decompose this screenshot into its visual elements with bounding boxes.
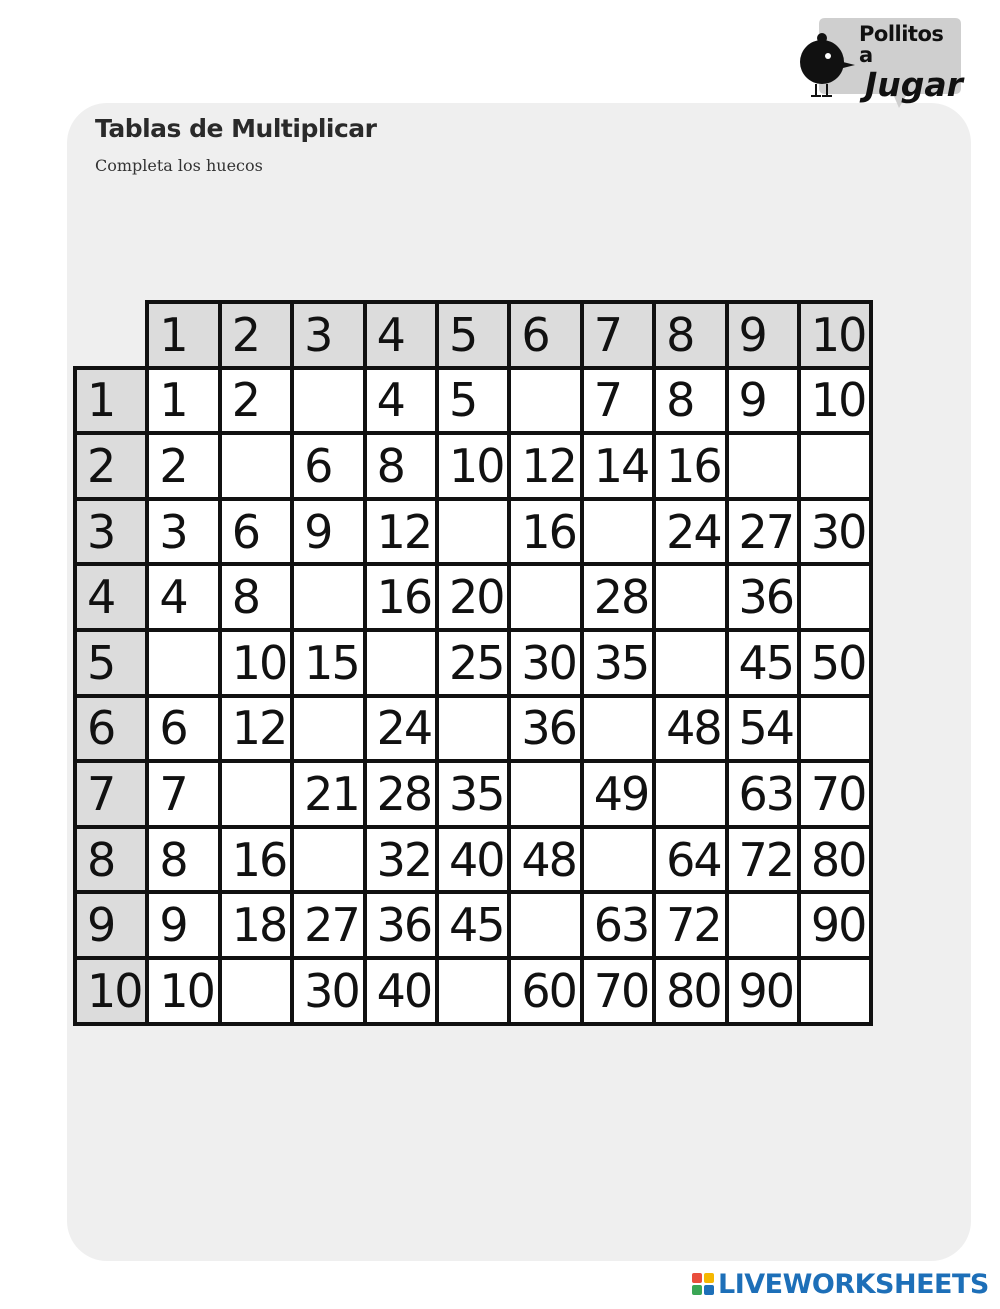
logo-line-1: Pollitos a bbox=[859, 22, 944, 67]
cell-value: 8 bbox=[376, 438, 404, 493]
product-cell bbox=[147, 958, 219, 1024]
column-header-8 bbox=[654, 302, 726, 368]
product-cell bbox=[292, 761, 364, 827]
cell-value: 10 bbox=[810, 373, 866, 428]
product-cell bbox=[727, 630, 799, 696]
column-header-7 bbox=[582, 302, 654, 368]
cell-value[interactable] bbox=[294, 701, 362, 755]
cell-value: 4 bbox=[159, 570, 187, 625]
product-cell bbox=[582, 630, 654, 696]
cell-value: 9 bbox=[738, 373, 766, 428]
cell-value: 36 bbox=[521, 701, 576, 756]
cell-value[interactable] bbox=[222, 439, 290, 493]
product-cell bbox=[437, 892, 509, 958]
column-header-1 bbox=[147, 302, 219, 368]
table-row bbox=[75, 761, 871, 827]
product-cell bbox=[727, 761, 799, 827]
blank-answer-cell[interactable] bbox=[654, 564, 726, 630]
product-cell bbox=[437, 433, 509, 499]
column-header-label: 7 bbox=[593, 307, 622, 362]
product-cell bbox=[365, 827, 437, 893]
column-header-label: 3 bbox=[304, 307, 332, 362]
product-cell bbox=[292, 433, 364, 499]
worksheet-title: Tablas de Multiplicar bbox=[95, 114, 377, 143]
row-header-10 bbox=[75, 958, 147, 1024]
blank-answer-cell[interactable] bbox=[727, 433, 799, 499]
cell-value: 48 bbox=[521, 832, 576, 887]
product-cell bbox=[147, 564, 219, 630]
cell-value: 18 bbox=[231, 898, 287, 953]
cell-value: 24 bbox=[376, 701, 432, 756]
cell-value: 16 bbox=[376, 570, 432, 625]
product-cell bbox=[437, 630, 509, 696]
blank-answer-cell[interactable] bbox=[220, 433, 292, 499]
cell-value: 6 bbox=[159, 701, 187, 756]
table-corner bbox=[75, 302, 147, 368]
column-header-label: 10 bbox=[810, 307, 866, 362]
cell-value: 40 bbox=[376, 963, 432, 1018]
cell-value: 15 bbox=[304, 635, 359, 690]
cell-value: 12 bbox=[376, 504, 432, 559]
cell-value[interactable] bbox=[222, 964, 290, 1018]
product-cell bbox=[509, 696, 581, 762]
row-header-4 bbox=[75, 564, 147, 630]
product-cell bbox=[799, 827, 871, 893]
pollitos-logo bbox=[795, 14, 965, 112]
cell-value: 35 bbox=[448, 766, 504, 821]
product-cell bbox=[509, 630, 581, 696]
cell-value: 32 bbox=[376, 832, 432, 887]
column-header-label: 1 bbox=[159, 307, 187, 362]
cell-value: 36 bbox=[376, 898, 432, 953]
row-header-6 bbox=[75, 696, 147, 762]
cell-value[interactable] bbox=[656, 636, 724, 690]
blank-answer-cell[interactable] bbox=[220, 958, 292, 1024]
table-row bbox=[75, 433, 871, 499]
product-cell bbox=[365, 564, 437, 630]
product-cell bbox=[220, 564, 292, 630]
product-cell bbox=[727, 499, 799, 565]
row-header-label: 3 bbox=[87, 504, 115, 559]
cell-value: 14 bbox=[593, 438, 649, 493]
cell-value: 30 bbox=[810, 504, 866, 559]
product-cell bbox=[582, 564, 654, 630]
cell-value: 21 bbox=[304, 766, 359, 821]
product-cell bbox=[799, 499, 871, 565]
row-header-5 bbox=[75, 630, 147, 696]
product-cell bbox=[654, 368, 726, 434]
liveworksheets-logo-icon bbox=[692, 1273, 714, 1295]
column-header-label: 4 bbox=[376, 307, 404, 362]
cell-value[interactable] bbox=[801, 964, 869, 1018]
blank-answer-cell[interactable] bbox=[799, 696, 871, 762]
cell-value: 36 bbox=[738, 570, 794, 625]
cell-value[interactable] bbox=[439, 701, 507, 755]
product-cell bbox=[147, 433, 219, 499]
cell-value[interactable] bbox=[367, 636, 435, 690]
cell-value: 10 bbox=[231, 635, 287, 690]
blank-answer-cell[interactable] bbox=[437, 696, 509, 762]
cell-value[interactable] bbox=[511, 373, 579, 427]
cell-value: 12 bbox=[231, 701, 287, 756]
column-header-label: 5 bbox=[448, 307, 477, 362]
cell-value[interactable] bbox=[729, 439, 797, 493]
blank-answer-cell[interactable] bbox=[147, 630, 219, 696]
column-header-4 bbox=[365, 302, 437, 368]
cell-value[interactable] bbox=[801, 570, 869, 624]
cell-value: 8 bbox=[666, 373, 694, 428]
blank-answer-cell[interactable] bbox=[292, 696, 364, 762]
column-header-label: 8 bbox=[666, 307, 694, 362]
row-header-label: 5 bbox=[87, 635, 115, 690]
product-cell bbox=[220, 827, 292, 893]
table-row bbox=[75, 630, 871, 696]
multiplication-table bbox=[73, 300, 873, 1026]
table-row bbox=[75, 564, 871, 630]
worksheet-subtitle: Completa los huecos bbox=[95, 156, 263, 175]
product-cell bbox=[582, 892, 654, 958]
product-cell bbox=[727, 564, 799, 630]
cell-value[interactable] bbox=[511, 898, 579, 952]
product-cell bbox=[365, 433, 437, 499]
column-header-label: 9 bbox=[738, 307, 766, 362]
product-cell bbox=[654, 892, 726, 958]
cell-value[interactable] bbox=[801, 439, 869, 493]
cell-value: 25 bbox=[448, 635, 504, 690]
blank-answer-cell[interactable] bbox=[582, 827, 654, 893]
cell-value[interactable] bbox=[511, 767, 579, 821]
cell-value: 90 bbox=[738, 963, 794, 1018]
cell-value: 10 bbox=[159, 963, 214, 1018]
product-cell bbox=[220, 696, 292, 762]
row-header-label: 10 bbox=[87, 963, 142, 1018]
blank-answer-cell[interactable] bbox=[799, 564, 871, 630]
cell-value: 70 bbox=[810, 766, 866, 821]
product-cell bbox=[582, 761, 654, 827]
cell-value[interactable] bbox=[656, 767, 724, 821]
product-cell bbox=[220, 368, 292, 434]
product-cell bbox=[365, 892, 437, 958]
cell-value: 7 bbox=[593, 373, 622, 428]
cell-value: 45 bbox=[738, 635, 794, 690]
blank-answer-cell[interactable] bbox=[799, 958, 871, 1024]
cell-value: 28 bbox=[593, 570, 649, 625]
cell-value[interactable] bbox=[656, 570, 724, 624]
cell-value: 28 bbox=[376, 766, 432, 821]
cell-value: 50 bbox=[810, 635, 866, 690]
cell-value: 72 bbox=[666, 898, 721, 953]
product-cell bbox=[727, 368, 799, 434]
cell-value: 40 bbox=[448, 832, 504, 887]
column-header-label: 6 bbox=[521, 307, 549, 362]
product-cell bbox=[509, 958, 581, 1024]
cell-value: 54 bbox=[738, 701, 794, 756]
product-cell bbox=[654, 499, 726, 565]
product-cell bbox=[365, 368, 437, 434]
cell-value[interactable] bbox=[294, 373, 362, 427]
product-cell bbox=[654, 433, 726, 499]
cell-value[interactable] bbox=[439, 964, 507, 1018]
cell-value[interactable] bbox=[511, 570, 579, 624]
row-header-8 bbox=[75, 827, 147, 893]
row-header-label: 1 bbox=[87, 373, 115, 428]
product-cell bbox=[582, 958, 654, 1024]
product-cell bbox=[437, 827, 509, 893]
product-cell bbox=[654, 827, 726, 893]
cell-value: 35 bbox=[593, 635, 649, 690]
product-cell bbox=[654, 696, 726, 762]
product-cell bbox=[220, 499, 292, 565]
cell-value: 9 bbox=[159, 898, 187, 953]
cell-value[interactable] bbox=[439, 505, 507, 559]
column-header-3 bbox=[292, 302, 364, 368]
product-cell bbox=[437, 564, 509, 630]
column-header-row bbox=[75, 302, 871, 368]
product-cell bbox=[799, 761, 871, 827]
cell-value: 72 bbox=[738, 832, 794, 887]
blank-answer-cell[interactable] bbox=[292, 368, 364, 434]
cell-value: 20 bbox=[448, 570, 504, 625]
product-cell bbox=[292, 892, 364, 958]
cell-value: 1 bbox=[159, 373, 187, 428]
product-cell bbox=[582, 433, 654, 499]
row-header-2 bbox=[75, 433, 147, 499]
product-cell bbox=[220, 630, 292, 696]
product-cell bbox=[292, 499, 364, 565]
cell-value: 30 bbox=[304, 963, 359, 1018]
product-cell bbox=[727, 827, 799, 893]
cell-value: 5 bbox=[448, 373, 477, 428]
cell-value: 2 bbox=[159, 438, 187, 493]
cell-value: 3 bbox=[159, 504, 187, 559]
cell-value: 10 bbox=[448, 438, 504, 493]
cell-value[interactable] bbox=[149, 636, 217, 690]
row-header-label: 7 bbox=[87, 766, 115, 821]
cell-value: 80 bbox=[666, 963, 721, 1018]
product-cell bbox=[147, 368, 219, 434]
cell-value[interactable] bbox=[584, 701, 652, 755]
product-cell bbox=[292, 958, 364, 1024]
cell-value: 16 bbox=[521, 504, 576, 559]
product-cell bbox=[147, 761, 219, 827]
blank-answer-cell[interactable] bbox=[509, 761, 581, 827]
product-cell bbox=[147, 696, 219, 762]
row-header-7 bbox=[75, 761, 147, 827]
cell-value[interactable] bbox=[729, 898, 797, 952]
table-row bbox=[75, 827, 871, 893]
product-cell bbox=[509, 499, 581, 565]
cell-value: 4 bbox=[376, 373, 404, 428]
row-header-label: 8 bbox=[87, 832, 115, 887]
cell-value[interactable] bbox=[294, 570, 362, 624]
cell-value: 27 bbox=[738, 504, 794, 559]
table-row bbox=[75, 696, 871, 762]
table-row bbox=[75, 499, 871, 565]
cell-value: 6 bbox=[304, 438, 332, 493]
cell-value: 7 bbox=[159, 766, 187, 821]
blank-answer-cell[interactable] bbox=[292, 564, 364, 630]
row-header-3 bbox=[75, 499, 147, 565]
blank-answer-cell[interactable] bbox=[292, 827, 364, 893]
product-cell bbox=[727, 958, 799, 1024]
cell-value: 16 bbox=[666, 438, 721, 493]
cell-value: 49 bbox=[593, 766, 649, 821]
cell-value[interactable] bbox=[222, 767, 290, 821]
cell-value: 70 bbox=[593, 963, 649, 1018]
cell-value: 48 bbox=[666, 701, 721, 756]
product-cell bbox=[799, 630, 871, 696]
cell-value: 2 bbox=[231, 373, 260, 428]
cell-value: 9 bbox=[304, 504, 332, 559]
product-cell bbox=[799, 892, 871, 958]
table-row bbox=[75, 892, 871, 958]
blank-answer-cell[interactable] bbox=[509, 892, 581, 958]
blank-answer-cell[interactable] bbox=[582, 696, 654, 762]
row-header-label: 2 bbox=[87, 438, 115, 493]
column-header-10 bbox=[799, 302, 871, 368]
column-header-label: 2 bbox=[231, 307, 260, 362]
cell-value: 80 bbox=[810, 832, 866, 887]
table-row bbox=[75, 368, 871, 434]
blank-answer-cell[interactable] bbox=[727, 892, 799, 958]
product-cell bbox=[365, 696, 437, 762]
cell-value: 64 bbox=[666, 832, 721, 887]
table-row bbox=[75, 958, 871, 1024]
product-cell bbox=[147, 827, 219, 893]
cell-value[interactable] bbox=[294, 833, 362, 887]
column-header-2 bbox=[220, 302, 292, 368]
product-cell bbox=[509, 433, 581, 499]
blank-answer-cell[interactable] bbox=[509, 368, 581, 434]
cell-value: 63 bbox=[593, 898, 649, 953]
blank-answer-cell[interactable] bbox=[582, 499, 654, 565]
product-cell bbox=[147, 499, 219, 565]
product-cell bbox=[654, 958, 726, 1024]
blank-answer-cell[interactable] bbox=[437, 499, 509, 565]
product-cell bbox=[220, 892, 292, 958]
product-cell bbox=[147, 892, 219, 958]
row-header-9 bbox=[75, 892, 147, 958]
cell-value: 12 bbox=[521, 438, 576, 493]
cell-value: 16 bbox=[231, 832, 287, 887]
blank-answer-cell[interactable] bbox=[654, 761, 726, 827]
product-cell bbox=[727, 696, 799, 762]
blank-answer-cell[interactable] bbox=[799, 433, 871, 499]
cell-value: 60 bbox=[521, 963, 576, 1018]
column-header-6 bbox=[509, 302, 581, 368]
cell-value[interactable] bbox=[584, 505, 652, 559]
cell-value: 30 bbox=[521, 635, 576, 690]
cell-value: 6 bbox=[231, 504, 260, 559]
product-cell bbox=[582, 368, 654, 434]
row-header-label: 4 bbox=[87, 570, 115, 625]
product-cell bbox=[365, 761, 437, 827]
footer-brand bbox=[692, 1268, 989, 1300]
cell-value: 8 bbox=[159, 832, 187, 887]
column-header-5 bbox=[437, 302, 509, 368]
product-cell bbox=[799, 368, 871, 434]
row-header-label: 9 bbox=[87, 898, 115, 953]
product-cell bbox=[437, 368, 509, 434]
product-cell bbox=[437, 761, 509, 827]
cell-value: 27 bbox=[304, 898, 359, 953]
blank-answer-cell[interactable] bbox=[654, 630, 726, 696]
blank-answer-cell[interactable] bbox=[509, 564, 581, 630]
blank-answer-cell[interactable] bbox=[437, 958, 509, 1024]
cell-value[interactable] bbox=[801, 701, 869, 755]
column-header-9 bbox=[727, 302, 799, 368]
row-header-label: 6 bbox=[87, 701, 115, 756]
cell-value: 90 bbox=[810, 898, 866, 953]
brand-name: LIVEWORKSHEETS bbox=[718, 1268, 989, 1300]
cell-value[interactable] bbox=[584, 833, 652, 887]
blank-answer-cell[interactable] bbox=[220, 761, 292, 827]
cell-value: 24 bbox=[666, 504, 721, 559]
blank-answer-cell[interactable] bbox=[365, 630, 437, 696]
product-cell bbox=[509, 827, 581, 893]
cell-value: 45 bbox=[448, 898, 504, 953]
cell-value: 8 bbox=[231, 570, 260, 625]
logo-line-2: Jugar bbox=[865, 65, 963, 104]
cell-value: 63 bbox=[738, 766, 794, 821]
product-cell bbox=[365, 499, 437, 565]
product-cell bbox=[365, 958, 437, 1024]
row-header-1 bbox=[75, 368, 147, 434]
product-cell bbox=[292, 630, 364, 696]
